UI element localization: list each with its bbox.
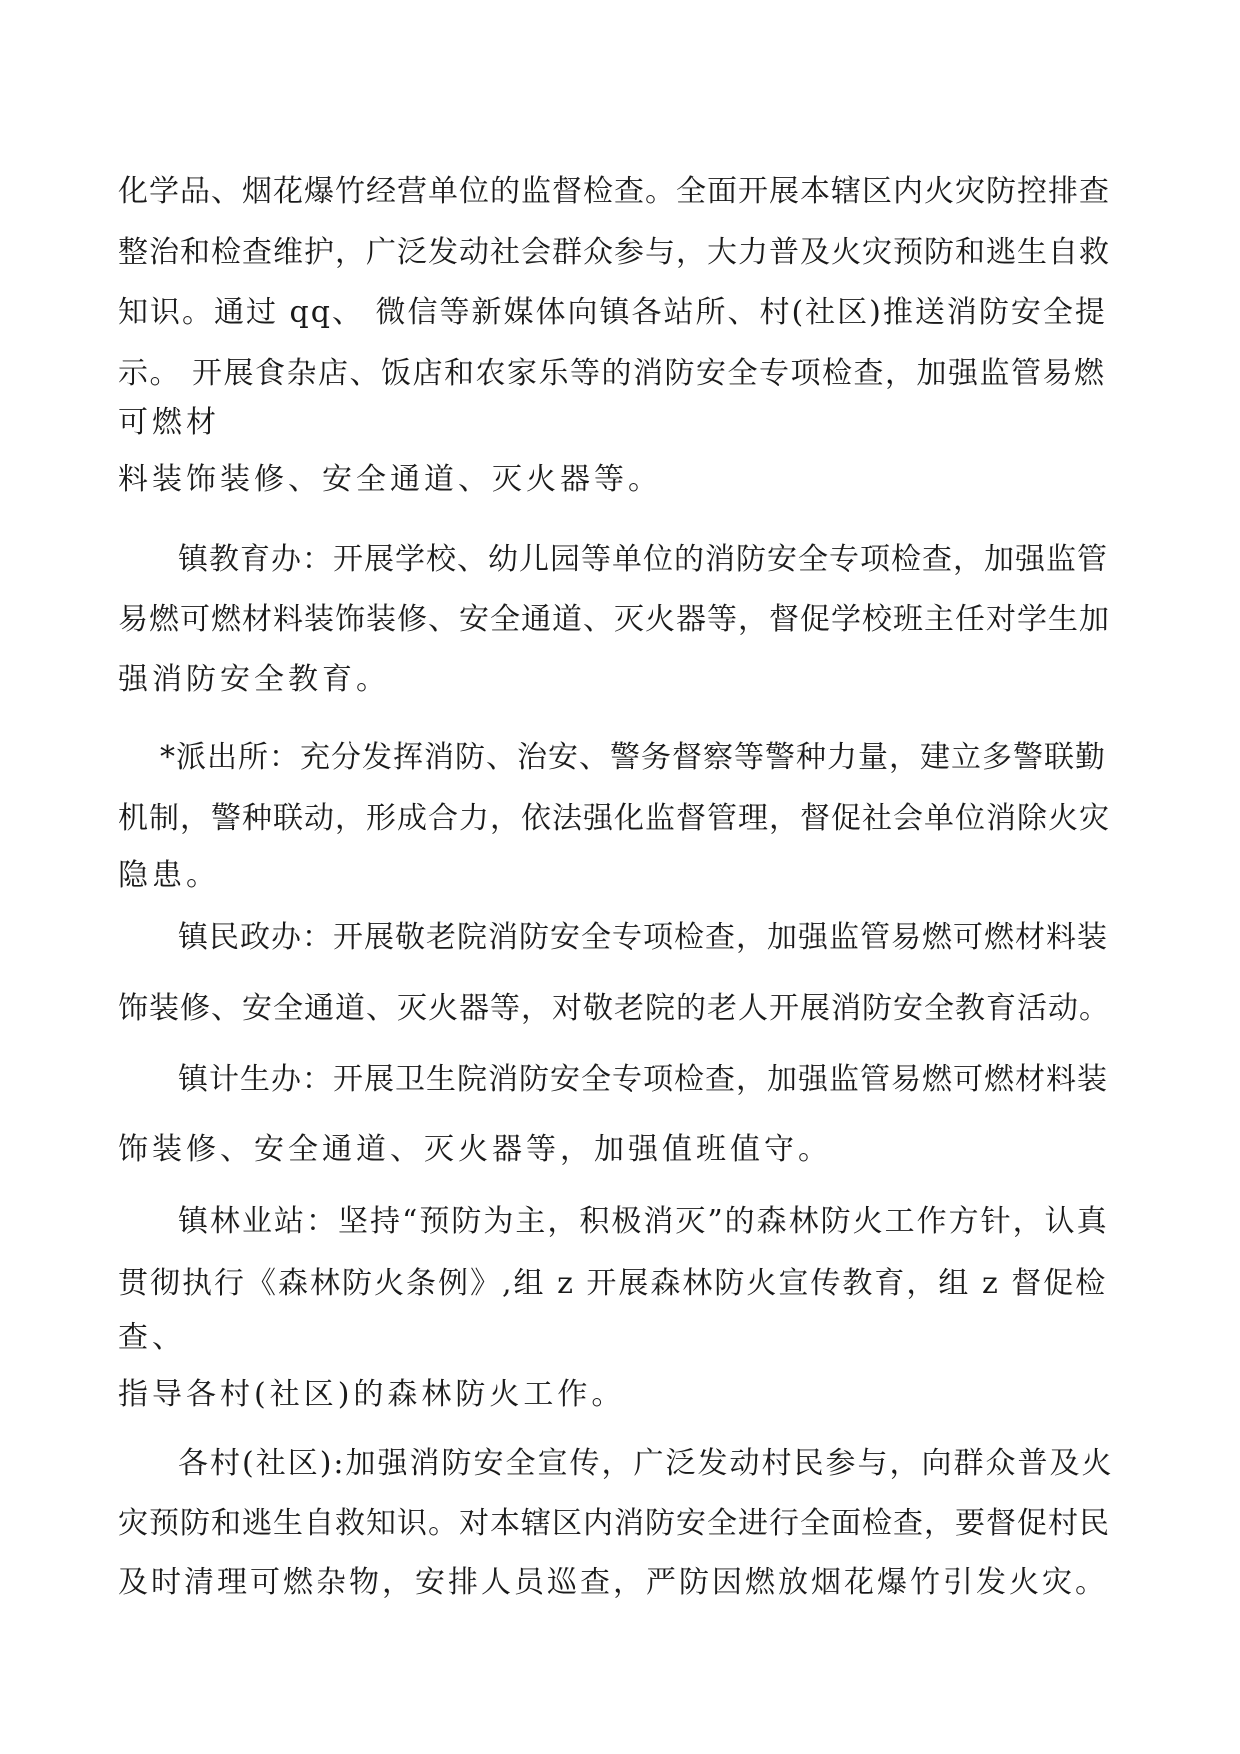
text-line-11: 机制，警种联动，形成合力，依法强化监督管理，督促社会单位消除火灾 [118,801,1110,836]
text-line-12: 隐患。 [118,858,220,893]
text-line-7: 镇教育办：开展学校、幼儿园等单位的消防安全专项检查，加强监管 [178,542,1108,577]
text-line-5: 可燃材 [118,405,220,440]
text-line-10: *派出所：充分发挥消防、治安、警务督察等警种力量，建立多警联勤 [160,740,1106,775]
text-line-6: 料装饰装修、安全通道、灭火器等。 [118,462,662,497]
text-line-3: 知识。通过 qq、 微信等新媒体向镇各站所、村(社区)推送消防安全提 [118,295,1107,330]
text-line-8: 易燃可燃材料装饰装修、安全通道、灭火器等，督促学校班主任对学生加 [118,602,1110,637]
text-line-2: 整治和检查维护，广泛发动社会群众参与，大力普及火灾预防和逃生自救 [118,235,1110,270]
text-line-1: 化学品、烟花爆竹经营单位的监督检查。全面开展本辖区内火灾防控排查 [118,174,1110,209]
text-line-19: 查、 [118,1320,186,1355]
text-line-21: 各村(社区):加强消防安全宣传，广泛发动村民参与，向群众普及火 [178,1446,1114,1481]
text-line-20: 指导各村(社区)的森林防火工作。 [118,1377,626,1412]
text-line-23: 及时清理可燃杂物，安排人员巡查，严防因燃放烟花爆竹引发火灾。 [118,1565,1108,1600]
text-line-15: 镇计生办：开展卫生院消防安全专项检查，加强监管易燃可燃材料装 [178,1062,1108,1097]
text-line-16: 饰装修、安全通道、灭火器等，加强值班值守。 [118,1132,832,1167]
text-line-14: 饰装修、安全通道、灭火器等，对敬老院的老人开展消防安全教育活动。 [118,991,1110,1026]
text-line-13: 镇民政办：开展敬老院消防安全专项检查，加强监管易燃可燃材料装 [178,920,1108,955]
text-line-4: 示。 开展食杂店、饭店和农家乐等的消防安全专项检查，加强监管易燃 [118,356,1106,391]
text-line-17: 镇林业站：坚持“预防为主，积极消灭”的森林防火工作方针，认真 [178,1204,1109,1239]
text-line-22: 灾预防和逃生自救知识。对本辖区内消防安全进行全面检查，要督促村民 [118,1506,1110,1541]
text-line-18: 贯彻执行《森林防火条例》,组 z 开展森林防火宣传教育，组 z 督促检 [118,1266,1108,1301]
text-line-9: 强消防安全教育。 [118,662,390,697]
